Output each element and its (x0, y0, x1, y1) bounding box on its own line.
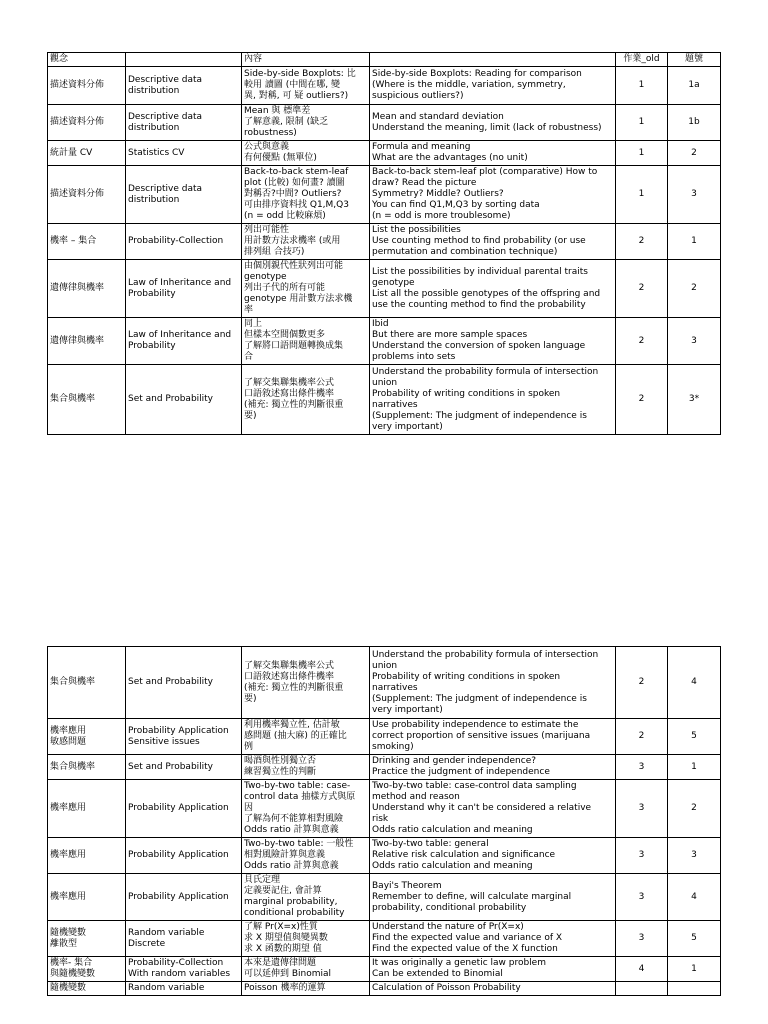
header-concept: 觀念 (48, 53, 126, 67)
concept-en-cell: Set and Probability (126, 365, 242, 435)
concept-cell: 集合與機率 (48, 365, 126, 435)
table-row (48, 166, 721, 224)
content-cell: 了解交集聯集機率公式 口語敘述寫出條件機率 (補充: 獨立性的判斷很重 要) (242, 365, 370, 435)
question-number-cell: 1a (668, 67, 721, 105)
table-row (48, 260, 721, 318)
concept-en-cell: Random variable Discrete (126, 921, 242, 957)
header-content-en (370, 53, 616, 67)
concept-cell: 機率應用 (48, 838, 126, 874)
content-en-cell: Ibid But there are more sample spaces Understand the conversion of spoken language problems into sets (370, 318, 616, 365)
homework-cell: 1 (616, 141, 668, 166)
concept-cell: 機率- 集合 與隨機變數 (48, 957, 126, 982)
concept-en-cell: Descriptive data distribution (126, 166, 242, 224)
content-cell: Two-by-two table: 一般性 相對風險計算與意義 Odds ratio 計算與意義 (242, 838, 370, 874)
table-row (48, 647, 721, 719)
homework-cell: 4 (616, 957, 668, 982)
question-number-cell: 2 (668, 260, 721, 318)
content-cell: 利用機率獨立性, 估計敏 感問題 (抽大麻) 的正確比 例 (242, 719, 370, 755)
content-en-cell: Understand the probability formula of intersection union Probability of writing conditions in spoken narratives (Supplement: The judgment of independence is very important) (370, 647, 616, 719)
concept-cell: 描述資料分佈 (48, 67, 126, 105)
content-en-cell: Two-by-two table: general Relative risk calculation and significance Odds ratio calculation and meaning (370, 838, 616, 874)
question-number-cell: 3 (668, 166, 721, 224)
homework-cell: 2 (616, 719, 668, 755)
content-cell: 了解交集聯集機率公式 口語敘述寫出條件機率 (補充: 獨立性的判斷很重 要) (242, 647, 370, 719)
homework-cell: 2 (616, 260, 668, 318)
table-row (48, 982, 721, 996)
concept-cell: 集合與機率 (48, 647, 126, 719)
concept-en-cell: Law of Inheritance and Probability (126, 260, 242, 318)
content-cell: Two-by-two table: case- control data 抽樣方式與原 因 了解為何不能算相對風險 Odds ratio 計算與意義 (242, 780, 370, 838)
concept-en-cell: Statistics CV (126, 141, 242, 166)
question-number-cell: 4 (668, 874, 721, 921)
homework-cell: 3 (616, 921, 668, 957)
concept-table-2 (47, 646, 721, 996)
content-cell: Mean 與 標準差 了解意義, 限制 (缺乏 robustness) (242, 105, 370, 141)
table-row (48, 921, 721, 957)
concept-cell: 描述資料分佈 (48, 105, 126, 141)
homework-cell: 2 (616, 224, 668, 260)
content-en-cell: Two-by-two table: case-control data sampling method and reason Understand why it can't be considered a relative risk Odds ratio calculation and meaning (370, 780, 616, 838)
concept-en-cell: Probability-Collection With random variables (126, 957, 242, 982)
table-row (48, 719, 721, 755)
content-en-cell: Formula and meaning What are the advantages (no unit) (370, 141, 616, 166)
concept-en-cell: Law of Inheritance and Probability (126, 318, 242, 365)
header-homework: 作業_old (616, 53, 668, 67)
content-cell: Poisson 機率的運算 (242, 982, 370, 996)
question-number-cell: 2 (668, 780, 721, 838)
content-en-cell: Understand the nature of Pr(X=x) Find the expected value and variance of X Find the expected value of the X function (370, 921, 616, 957)
table-row (48, 141, 721, 166)
table-row (48, 67, 721, 105)
question-number-cell: 1 (668, 224, 721, 260)
content-cell: Side-by-side Boxplots: 比 較用 讀圖 (中間在哪, 變 異, 對稱, 可 疑 outliers?) (242, 67, 370, 105)
homework-cell (616, 982, 668, 996)
concept-cell: 統計量 CV (48, 141, 126, 166)
question-number-cell: 1b (668, 105, 721, 141)
homework-cell: 3 (616, 755, 668, 780)
question-number-cell: 1 (668, 755, 721, 780)
header-question-number: 題號 (668, 53, 721, 67)
content-cell: 了解 Pr(X=x)性質 求 X 期望值與變異數 求 X 函數的期望 值 (242, 921, 370, 957)
question-number-cell: 5 (668, 719, 721, 755)
content-en-cell: Mean and standard deviation Understand the meaning, limit (lack of robustness) (370, 105, 616, 141)
table-row (48, 755, 721, 780)
concept-cell: 機率應用 敏感問題 (48, 719, 126, 755)
content-cell: 同上 但樣本空間個數更多 了解將口語問題轉換成集 合 (242, 318, 370, 365)
content-cell: 喝酒與性別獨立否 練習獨立性的判斷 (242, 755, 370, 780)
question-number-cell: 3* (668, 365, 721, 435)
table-1-body (48, 53, 721, 435)
homework-cell: 3 (616, 838, 668, 874)
table-row (48, 957, 721, 982)
content-en-cell: Understand the probability formula of intersection union Probability of writing conditions in spoken narratives (Supplement: The judgment of independence is very important) (370, 365, 616, 435)
table-2-body (48, 647, 721, 996)
content-en-cell: Bayi's Theorem Remember to define, will calculate marginal probability, conditional probability (370, 874, 616, 921)
table-row (48, 838, 721, 874)
concept-cell: 機率應用 (48, 780, 126, 838)
content-cell: 貝氏定理 定義要記住, 會計算 marginal probability, conditional probability (242, 874, 370, 921)
concept-cell: 隨機變數 離散型 (48, 921, 126, 957)
content-cell: 本來是遺傳律問題 可以延伸到 Binomial (242, 957, 370, 982)
header-content: 內容 (242, 53, 370, 67)
table-header-row (48, 53, 721, 67)
content-en-cell: Calculation of Poisson Probability (370, 982, 616, 996)
content-en-cell: It was originally a genetic law problem Can be extended to Binomial (370, 957, 616, 982)
concept-cell: 描述資料分佈 (48, 166, 126, 224)
homework-cell: 3 (616, 874, 668, 921)
content-cell: 由個別親代性狀列出可能 genotype 列出子代的所有可能 genotype 用計數方法求機 率 (242, 260, 370, 318)
homework-cell: 2 (616, 365, 668, 435)
content-en-cell: List the possibilities by individual parental traits genotype List all the possible genotypes of the offspring and use the counting method to find the probability (370, 260, 616, 318)
homework-cell: 2 (616, 647, 668, 719)
question-number-cell: 1 (668, 957, 721, 982)
concept-en-cell: Random variable (126, 982, 242, 996)
content-en-cell: Back-to-back stem-leaf plot (comparative) How to draw? Read the picture Symmetry? Middle? Outliers? You can find Q1,M,Q3 by sorting data (n = odd is more troublesome) (370, 166, 616, 224)
question-number-cell (668, 982, 721, 996)
concept-en-cell: Probability Application (126, 780, 242, 838)
table-row (48, 105, 721, 141)
question-number-cell: 5 (668, 921, 721, 957)
content-cell: 公式與意義 有何優點 (無單位) (242, 141, 370, 166)
header-english (126, 53, 242, 67)
concept-cell: 機率應用 (48, 874, 126, 921)
homework-cell: 2 (616, 318, 668, 365)
concept-en-cell: Probability-Collection (126, 224, 242, 260)
question-number-cell: 3 (668, 838, 721, 874)
concept-en-cell: Set and Probability (126, 755, 242, 780)
concept-cell: 遺傳律與機率 (48, 260, 126, 318)
concept-en-cell: Probability Application (126, 874, 242, 921)
concept-cell: 機率 – 集合 (48, 224, 126, 260)
question-number-cell: 4 (668, 647, 721, 719)
concept-en-cell: Set and Probability (126, 647, 242, 719)
question-number-cell: 2 (668, 141, 721, 166)
homework-cell: 1 (616, 105, 668, 141)
table-row (48, 874, 721, 921)
concept-en-cell: Probability Application (126, 838, 242, 874)
table-row (48, 780, 721, 838)
concept-cell: 遺傳律與機率 (48, 318, 126, 365)
homework-cell: 1 (616, 166, 668, 224)
concept-table-1 (47, 52, 721, 435)
content-en-cell: Side-by-side Boxplots: Reading for comparison (Where is the middle, variation, symmetry, suspicious outliers?) (370, 67, 616, 105)
concept-cell: 隨機變數 (48, 982, 126, 996)
table-row (48, 318, 721, 365)
concept-en-cell: Descriptive data distribution (126, 105, 242, 141)
content-cell: Back-to-back stem-leaf plot (比較) 如何畫? 讀圖 對稱否?中間? Outliers? 可由排序資料找 Q1,M,Q3 (n = odd 比較麻煩) (242, 166, 370, 224)
content-cell: 列出可能性 用計數方法求機率 (或用 排列組 合技巧) (242, 224, 370, 260)
table-row (48, 365, 721, 435)
concept-en-cell: Probability Application Sensitive issues (126, 719, 242, 755)
question-number-cell: 3 (668, 318, 721, 365)
content-en-cell: Use probability independence to estimate the correct proportion of sensitive issues (marijuana smoking) (370, 719, 616, 755)
homework-cell: 1 (616, 67, 668, 105)
content-en-cell: Drinking and gender independence? Practice the judgment of independence (370, 755, 616, 780)
table-row (48, 224, 721, 260)
homework-cell: 3 (616, 780, 668, 838)
concept-en-cell: Descriptive data distribution (126, 67, 242, 105)
content-en-cell: List the possibilities Use counting method to find probability (or use permutation and combination technique) (370, 224, 616, 260)
concept-cell: 集合與機率 (48, 755, 126, 780)
